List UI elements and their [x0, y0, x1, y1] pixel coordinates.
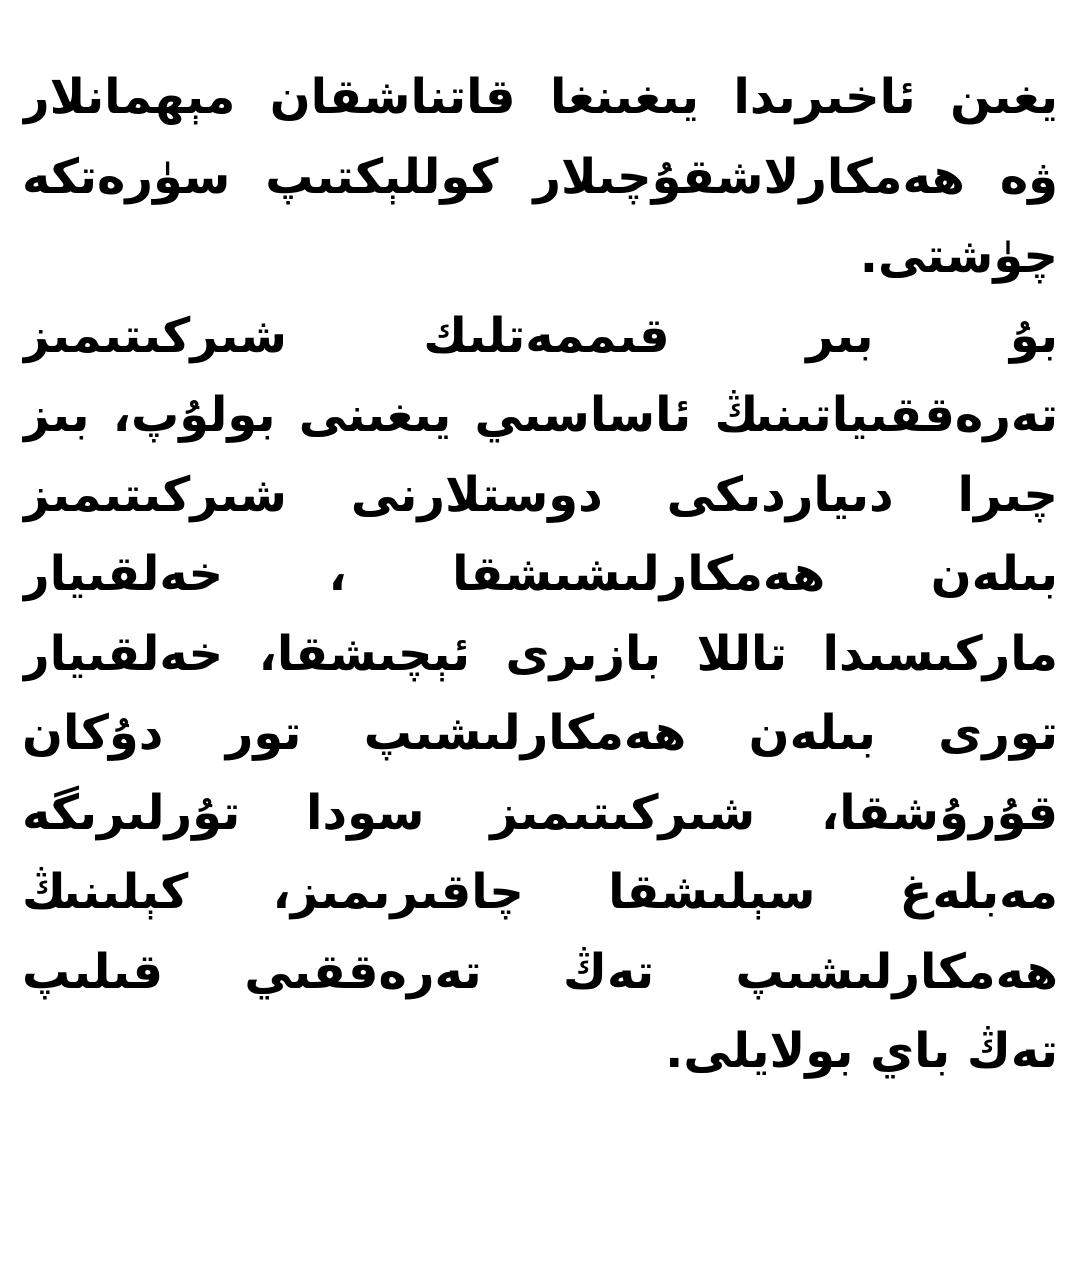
article-text	[22, 58, 1058, 1092]
text-line-7: بىلەن ھەمكارلىشىشقا ، خەلقىيار	[22, 546, 1058, 602]
text-line-11: مەبلەغ سېلىشقا چاقىرىمىز، كېلىنىڭ	[22, 864, 1058, 920]
text-line-2: ۋە ھەمكارلاشقۇچىلار كوللېكتىپ سۈرەتكە	[22, 148, 1058, 205]
text-line-5: تەرەققىياتىنىڭ ئاساسىي يىغىنى بولۇپ، بىز	[22, 387, 1058, 443]
text-line-3: چۈشتى.	[859, 228, 1058, 284]
text-line-12: ھەمكارلىشىپ تەڭ تەرەققىي قىلىپ	[22, 943, 1058, 1000]
text-line-9: تورى بىلەن ھەمكارلىشىپ تور دۇكان	[22, 705, 1058, 761]
text-line-6: چىرا دىياردىكى دوستلارنى شىركىتىمىز	[22, 466, 1058, 523]
text-line-10: قۇرۇشقا، شىركىتىمىز سودا تۇرلىرىگە	[22, 784, 1058, 841]
text-line-1: يغىن ئاخىرىدا يىغىنغا قاتناشقان مېھمانلار	[22, 69, 1058, 125]
text-line-13: تەڭ باي بولايلى.	[665, 1023, 1058, 1079]
text-line-4: بۇ بىر قىممەتلىك شىركىتىمىز	[22, 307, 1058, 364]
text-line-8: ماركىسىدا تاللا بازىرى ئېچىشقا، خەلقىيار	[22, 625, 1058, 682]
